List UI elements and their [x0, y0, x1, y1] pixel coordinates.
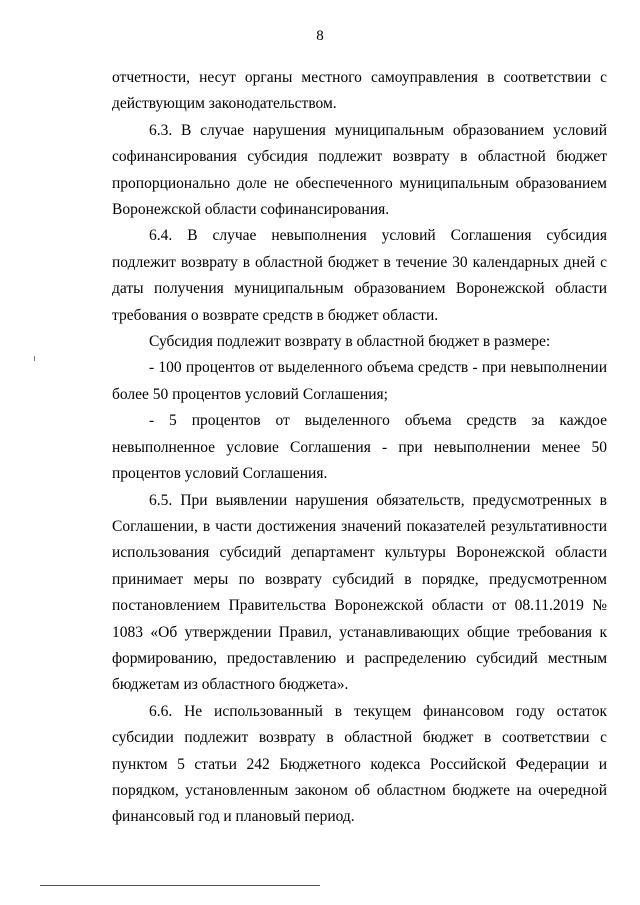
list-item-5-percent: - 5 процентов от выделенного объема средств за каждое невыполненное условие Соглашения - при невыполнении менее 50 процентов условий Соглашения.	[112, 412, 607, 483]
paragraph-continuation: отчетности, несут органы местного самоуправления в соответствии с действующим законодательством.	[112, 69, 607, 113]
list-item-100-percent: - 100 процентов от выделенного объема средств - при невыполнении более 50 процентов условий Соглашения;	[112, 359, 607, 403]
paragraph-6-3: 6.3. В случае нарушения муниципальным образованием условий софинансирования субсидия подлежит возврату в областной бюджет пропорционально доле не обеспеченного муниципальным образованием Воронежской области софинансирования.	[112, 121, 607, 219]
paragraph-6-6: 6.6. Не использованный в текущем финансовом году остаток субсидии подлежит возврату в областной бюджет в соответствии с пунктом 5 статьи 242 Бюджетного кодекса Российской Федерации и порядком, установленным законом об областном бюджете на очередной финансовый год и плановый период.	[112, 702, 607, 826]
page-number: 8	[316, 28, 324, 44]
paragraph-6-5: 6.5. При выявлении нарушения обязательств, предусмотренных в Соглашении, в части достижения значений показателей результативности использования субсидий департамент культуры Воронежской области принимает меры по возврату субсидий в порядке, предусмотренном постановлением Правительства Воронежской области от 08.11.2019 № 1083 «Об утверждении Правил, устанавливающих общие требования к формированию, предоставлению и распределению субсидий местным бюджетам из областного бюджета».	[112, 491, 607, 694]
footer-rule	[40, 885, 320, 886]
paragraph-refund-size: Субсидия подлежит возврату в областной бюджет в размере:	[149, 333, 551, 351]
document-body	[112, 65, 607, 831]
paragraph-6-4: 6.4. В случае невыполнения условий Соглашения субсидия подлежит возврату в областной бюджет в течение 30 календарных дней с даты получения муниципальным образованием Воронежской области требования о возврате средств в бюджет области.	[112, 227, 607, 324]
margin-mark	[34, 356, 35, 361]
